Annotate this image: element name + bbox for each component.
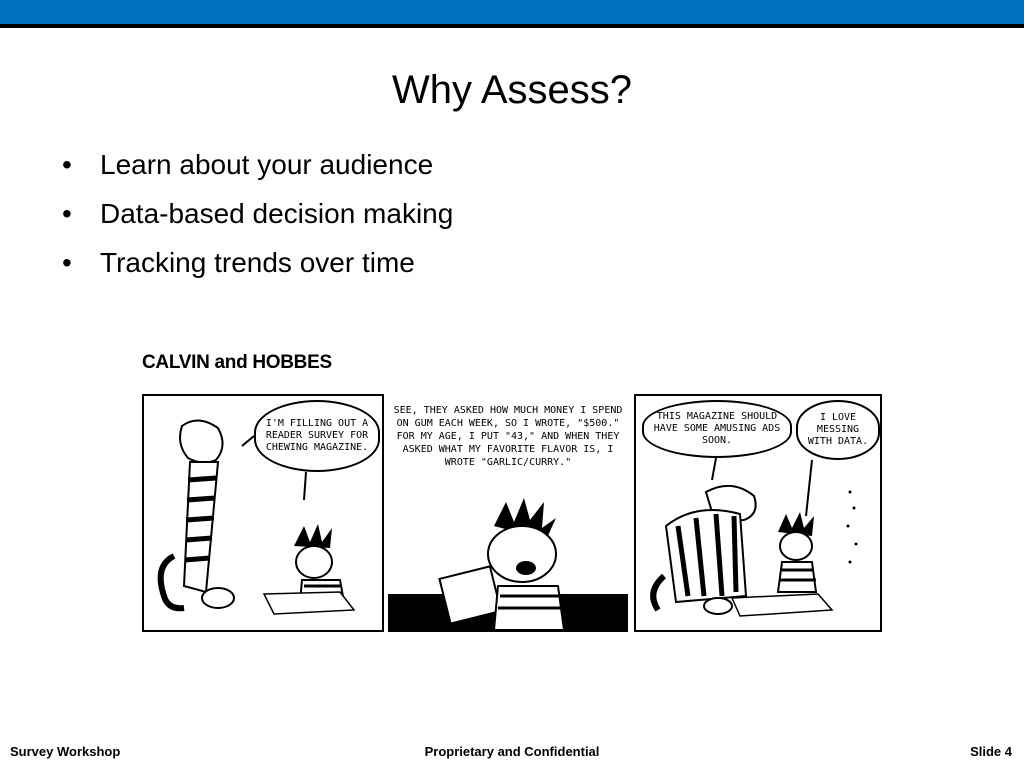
comic-drawing-panel-3 (636, 396, 882, 632)
panel-narration: SEE, THEY ASKED HOW MUCH MONEY I SPEND ON GUM EACH WEEK, SO I WROTE, "$500." FOR MY AGE, I PUT "43," AND WHEN THEY ASKED WHAT MY FAVORITE FLAVOR IS, I WROTE "GARLIC/CURRY." (393, 405, 623, 468)
bullet-dot-icon: • (62, 149, 72, 180)
bullet-dot-icon: • (62, 247, 72, 278)
speech-bubble: I'M FILLING OUT A READER SURVEY FOR CHEWING MAGAZINE. (254, 400, 380, 472)
bullet-item (58, 238, 453, 287)
comic-panel-2 (388, 394, 628, 632)
slide-title: Why Assess? (391, 68, 633, 112)
speech-bubble: I LOVE MESSING WITH DATA. (796, 400, 880, 460)
bullet-text: Learn about your audience (100, 149, 434, 180)
header-black-rule (0, 24, 1024, 28)
bullet-dot-icon: • (62, 198, 72, 229)
bullet-text: Data-based decision making (100, 198, 454, 229)
comic-strip-image (136, 348, 888, 648)
bullet-item (58, 140, 453, 189)
comic-panel-1 (142, 394, 384, 632)
header-blue-bar (0, 0, 1024, 24)
comic-drawing-panel-1 (144, 396, 384, 632)
bullet-item (58, 189, 453, 238)
bullet-text: Tracking trends over time (100, 247, 415, 278)
comic-heading: CALVIN and HOBBES (142, 352, 332, 373)
comic-drawing-panel-2 (388, 394, 628, 632)
footer-left-text: Survey Workshop (10, 744, 121, 759)
speech-bubble: THIS MAGAZINE SHOULD HAVE SOME AMUSING ADS SOON. (642, 400, 792, 458)
slide-number: Slide 4 (970, 744, 1012, 759)
bullet-list (58, 140, 453, 287)
footer-center-text: Proprietary and Confidential (424, 744, 600, 759)
comic-panel-3 (634, 394, 882, 632)
